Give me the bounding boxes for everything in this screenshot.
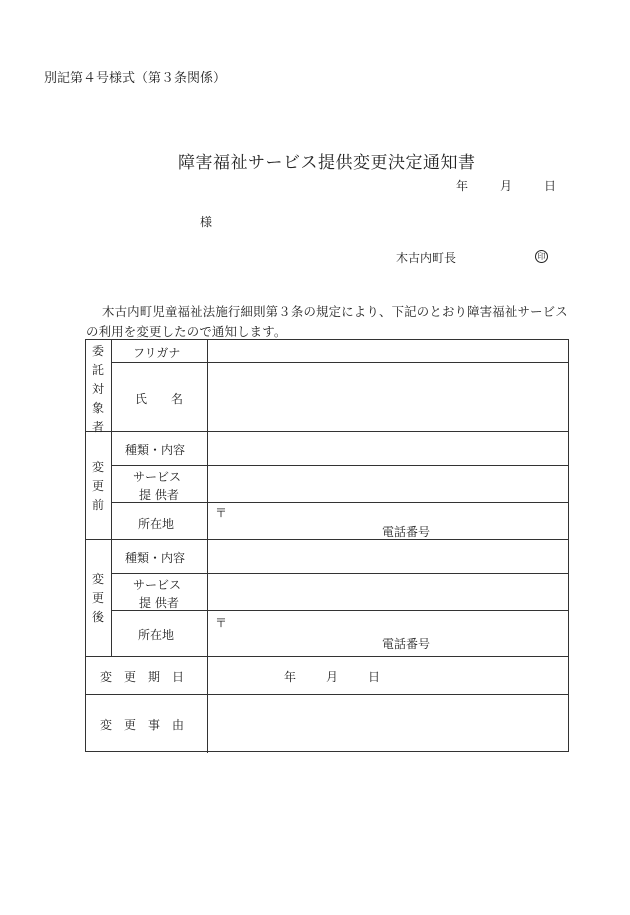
document-title: 障害福祉サービス提供変更決定通知書 (178, 153, 476, 173)
group-label-before: 変 更 前 (91, 460, 104, 512)
group-label-subject: 委 託 対 象 者 (91, 344, 104, 434)
divider-row (111, 573, 569, 574)
after-type-label: 種類・内容 (125, 551, 186, 565)
change-date-month: 月 (326, 670, 339, 684)
divider-row (111, 610, 569, 611)
furigana-label: フリガナ (133, 346, 181, 360)
before-type-label: 種類・内容 (125, 443, 186, 457)
after-provider-label-line2: 提 供者 (139, 596, 179, 610)
group-label-after: 変 更 後 (91, 572, 104, 624)
change-date-label: 変 更 期 日 (100, 670, 185, 684)
divider-group-column (111, 340, 112, 656)
change-date-day: 日 (368, 670, 381, 684)
issue-date (456, 177, 556, 194)
form-number-label: 別記第４号様式（第３条関係） (44, 71, 227, 86)
issue-date-year: 年 (456, 179, 469, 193)
divider-row (86, 431, 569, 432)
issue-date-month: 月 (500, 179, 513, 193)
seal-mark: 印 (535, 250, 548, 263)
issue-date-day: 日 (544, 179, 557, 193)
after-address-label: 所在地 (138, 628, 175, 642)
divider-row (86, 539, 569, 540)
before-phone-label: 電話番号 (382, 525, 431, 539)
notice-body-text: 木古内町児童福祉法施行細則第３条の規定により、下記のとおり障害福祉サービスの利用を変更したので通知します。 (86, 304, 568, 339)
before-address-label: 所在地 (138, 517, 175, 531)
after-provider-label-line1: サービス (133, 578, 182, 592)
after-postal-mark: 〒 (215, 616, 228, 630)
before-provider-label-line2: 提 供者 (139, 488, 179, 502)
divider-row (86, 656, 569, 657)
divider-row (86, 694, 569, 695)
divider-label-column (207, 340, 208, 753)
change-reason-label: 変 更 事 由 (100, 718, 185, 732)
before-provider-label-line1: サービス (133, 470, 182, 484)
issuer-name: 木古内町長 (396, 251, 457, 265)
divider-row (111, 502, 569, 503)
name-label: 氏 名 (135, 392, 184, 406)
after-phone-label: 電話番号 (382, 637, 431, 651)
divider-row (111, 362, 569, 363)
divider-row (111, 465, 569, 466)
change-date-year: 年 (284, 670, 297, 684)
change-notice-form-table (85, 339, 569, 752)
before-postal-mark: 〒 (215, 506, 228, 520)
addressee-suffix: 様 (200, 215, 213, 229)
